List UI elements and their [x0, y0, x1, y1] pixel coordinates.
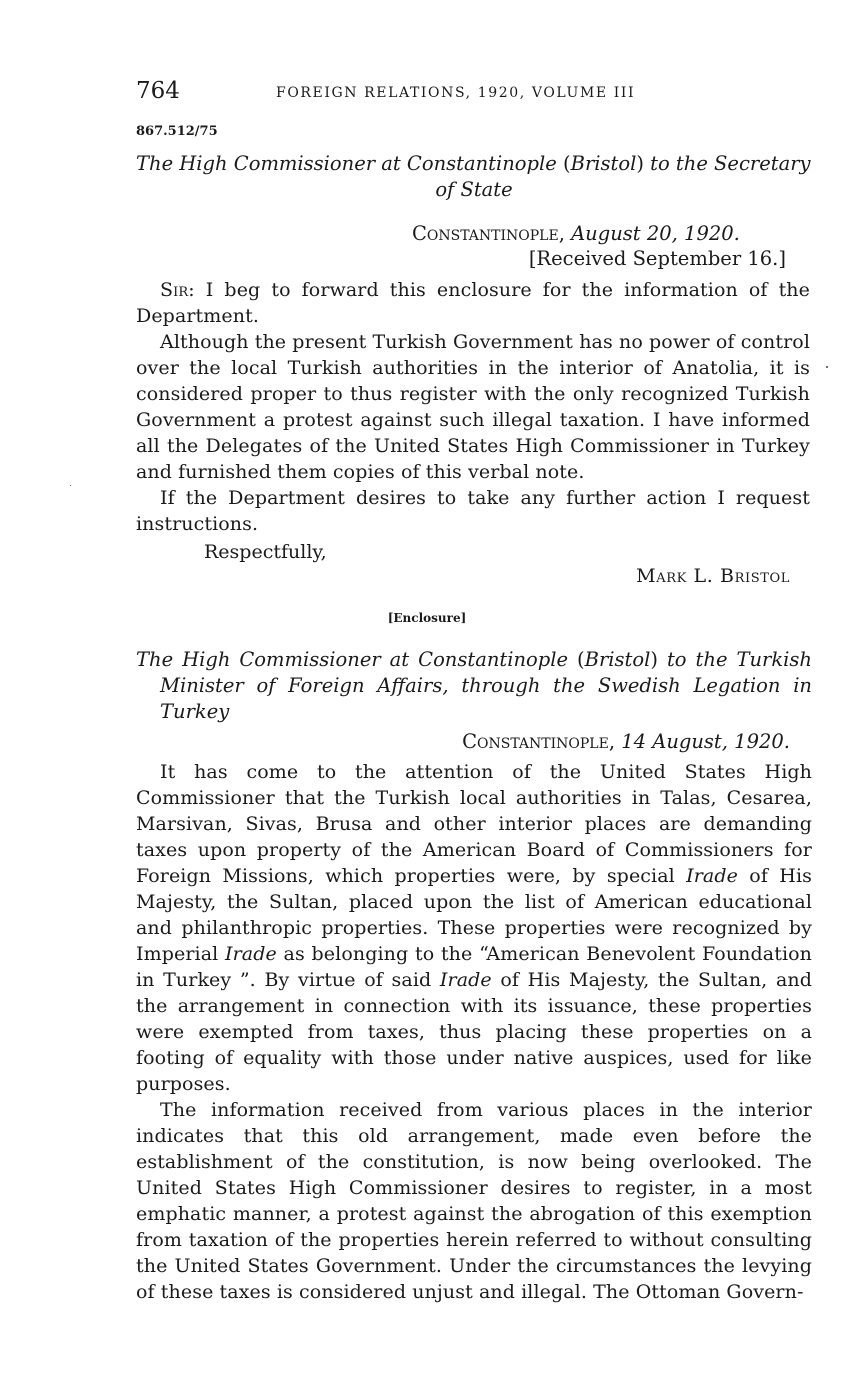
document-heading [136, 151, 812, 203]
page-number: 764 [136, 78, 180, 104]
file-number: 867.512/75 [136, 124, 218, 139]
received-date: [Received September 16.] [528, 247, 786, 270]
paragraph: It has come to the attention of the United States High Commissioner that the Turkish local authorities in Talas, Cesarea, Marsivan, Sivas, Brusa and other interior places are demanding taxes upon property of the American Board of Commissioners for Foreign Missions, which properties were, by special Irade of His Majesty, the Sultan, placed upon the list of American educational and philanthropic properties. These properties were recognized by Imperial Irade as belonging to the “American Benevolent Foundation in Turkey ”. By virtue of said Irade of His Majesty, the Sultan, and the arrangement in connection with its issuance, these properties were exempted from taxes, thus placing these properties on a footing of equality with those under native auspices, used for like purposes. [136, 761, 812, 1095]
signature: Mark L. Bristol [636, 565, 790, 587]
closing: Respectfully, [204, 541, 327, 563]
enclosure-label: [Enclosure] [387, 611, 467, 625]
paragraph: If the Department desires to take any further action I request instructions. [136, 487, 810, 535]
dateline: Constantinople, August 20, 1920. [412, 222, 740, 245]
enclosure-heading: The High Commissioner at Constantinople (Bristol) to the Turkish Minister of Foreign Affairs, through the Swedish Legation in Turkey [136, 648, 812, 723]
letter-body [136, 277, 810, 537]
heading-line-2: of State [435, 178, 513, 201]
running-head: FOREIGN RELATIONS, 1920, VOLUME III [276, 85, 636, 101]
enclosure-body [136, 759, 812, 1305]
margin-mark [826, 366, 828, 368]
margin-mark [70, 485, 71, 486]
page-header [136, 78, 816, 110]
heading-line-1: The High Commissioner at Constantinople (Bristol) to the Secretary [136, 152, 811, 175]
paragraph: The information received from various places in the interior indicates that this old arrangement, made even before the establishment of the constitution, is now being overlooked. The United States High Commissioner desires to register, in a most emphatic manner, a protest against the abrogation of this exemption from taxation of the properties herein referred to without consulting the United States Government. Under the circumstances the levying of these taxes is considered unjust and illegal. The Ottoman Govern- [136, 1099, 812, 1303]
paragraph: Although the present Turkish Government has no power of control over the local Turkish authorities in the interior of Anatolia, it is considered proper to thus register with the only recognized Turkish Government a protest against such illegal taxation. I have informed all the Delegates of the United States High Commissioner in Turkey and furnished them copies of this verbal note. [136, 331, 810, 483]
enclosure-dateline: Constantinople, 14 August, 1920. [462, 730, 790, 753]
salutation: Sir: [160, 279, 195, 301]
paragraph: Sir: I beg to forward this enclosure for the information of the Department. [136, 279, 810, 327]
